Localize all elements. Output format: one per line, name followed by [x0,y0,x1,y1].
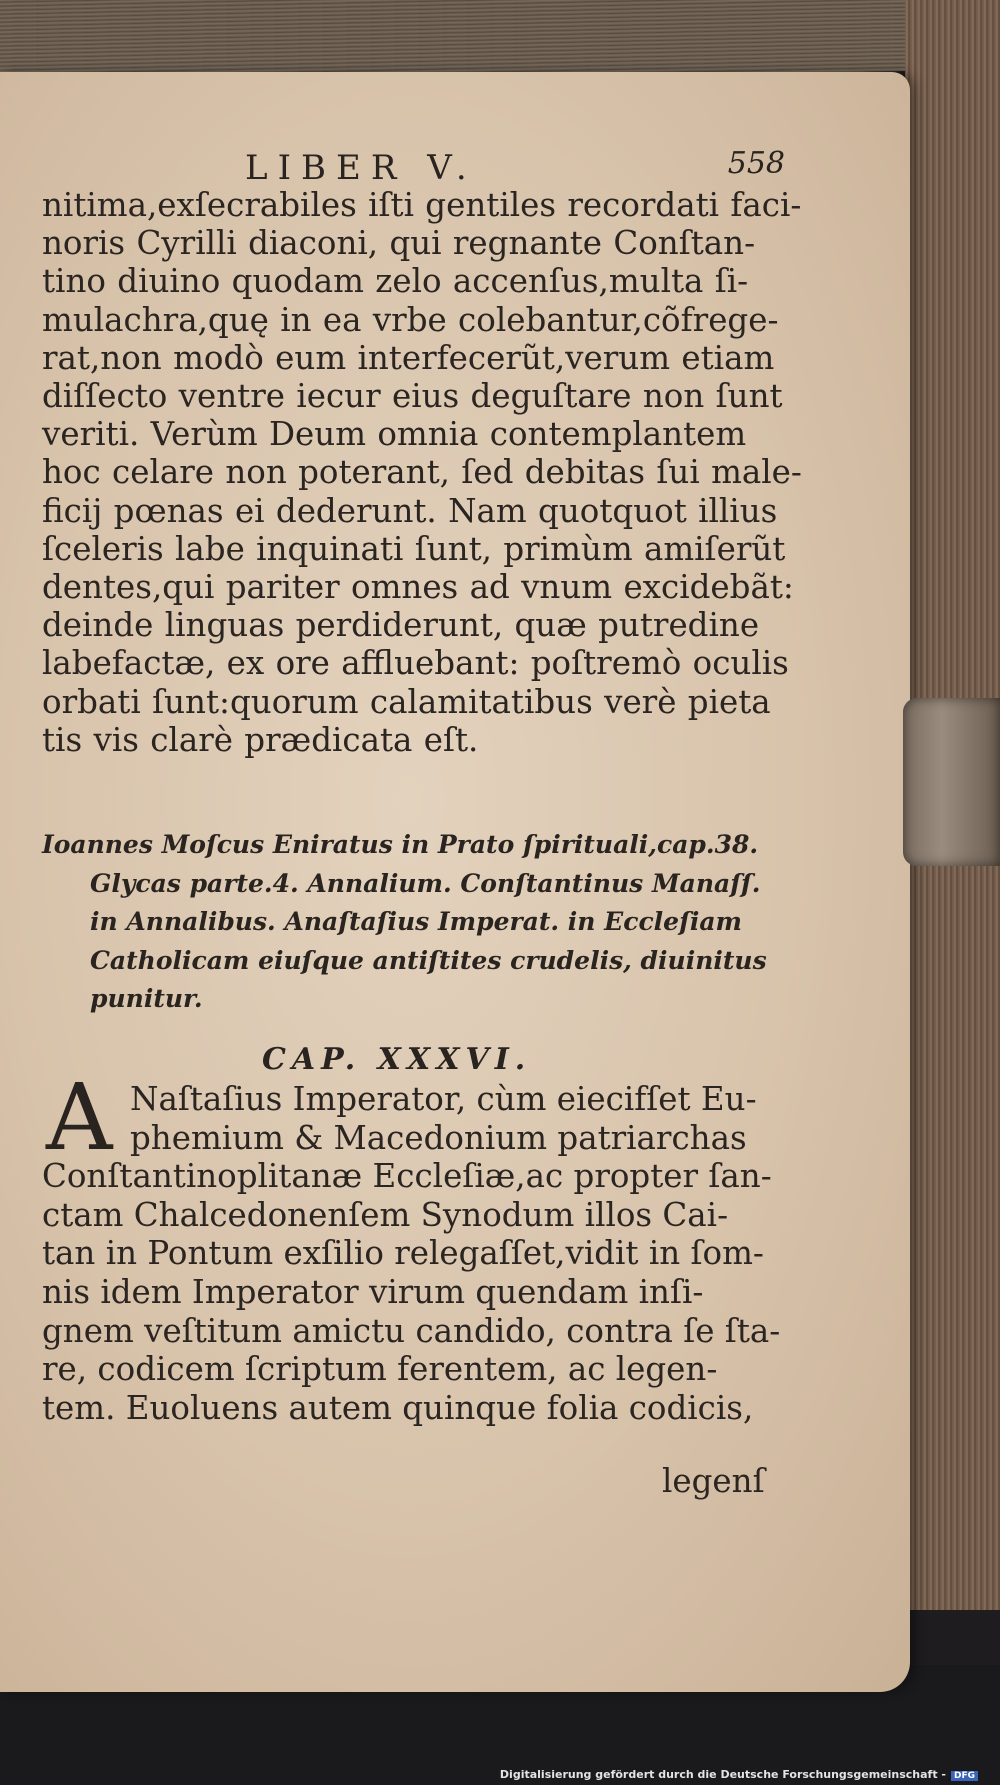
text-line: ficij pœnas ei dederunt. Nam quotquot illius [42,491,778,530]
text-line: phemium & Macedonium patriarchas [130,1118,747,1157]
text-line: deinde linguas perdiderunt, quæ putredine [42,606,760,645]
text-line: tino diuino quodam zelo accenſus,multa ſi- [42,262,749,301]
catchword: legenſ [662,1462,765,1500]
text-line: rat,non modò eum interfecerũt,verum etiam [42,338,775,377]
digitization-credit [500,1768,978,1781]
summary-line: Glycas parte.4. Annalium. Conſtantinus Manaſſ. [90,868,761,898]
chapter-text [42,1080,792,1427]
page-header [245,148,785,188]
text-line: re, codicem ſcriptum ferentem, ac legen- [42,1350,718,1389]
summary-line: in Annalibus. Anaſtaſius Imperat. in Eccleſiam [90,907,742,936]
text-line: Naſtaſius Imperator, cùm eiecifſet Eu- [130,1080,757,1118]
dfg-logo: DFG [951,1771,978,1781]
text-line: hoc celare non poterant, ſed debitas ſui male- [42,453,802,492]
body-text [42,186,802,759]
text-line: tan in Pontum exſilio relegaſſet,vidit in ſom- [42,1234,764,1273]
text-line: diſſecto ventre iecur eius deguſtare non ſunt [42,377,783,416]
running-head: LIBER V. [245,148,477,188]
book-clasp [903,698,1000,866]
credit-text: Digitalisierung gefördert durch die Deutsche Forschungsgemeinschaft - [499,1768,946,1781]
summary-line: Catholicam eiuſque antiſtites crudelis, diuinitus [90,945,767,975]
text-line: noris Cyrilli diaconi, qui regnante Conſtan- [42,224,756,263]
summary-line: punitur. [90,984,203,1013]
page-number: 558 [727,146,785,181]
text-line: labefactæ, ex ore affluebant: poſtremò oculis [42,644,789,683]
text-line: nitima,exſecrabiles iſti gentiles recordati faci- [42,186,802,224]
text-line: ſceleris labe inquinati ſunt, primùm amiſerũt [42,529,786,568]
chapter-summary [42,826,802,1019]
text-line: mulachra,quę in ea vrbe colebantur,cõfrege- [42,300,779,339]
summary-line: Ioannes Moſcus Eniratus in Prato ſpirituali,cap.38. [42,830,759,859]
text-line: veriti. Verùm Deum omnia contemplantem [42,415,747,454]
text-line: Conſtantinoplitanæ Eccleſiæ,ac propter ſan- [42,1157,772,1196]
text-line: gnem veſtitum amictu candido, contra ſe ſta- [42,1311,781,1350]
text-line: orbati ſunt:quorum calamitatibus verè pieta [42,682,771,721]
text-line: tis vis clarè prædicata eſt. [42,720,479,759]
text-line: dentes,qui pariter omnes ad vnum excidebãt: [42,568,794,607]
chapter-heading: CAP. XXXVI. [262,1042,532,1077]
text-line: tem. Euoluens autem quinque folia codicis, [42,1388,754,1427]
text-line: nis idem Imperator virum quendam inſi- [42,1272,704,1311]
text-line: ctam Chalcedonenſem Synodum illos Cai- [42,1195,729,1234]
drop-cap: A [46,1064,113,1171]
